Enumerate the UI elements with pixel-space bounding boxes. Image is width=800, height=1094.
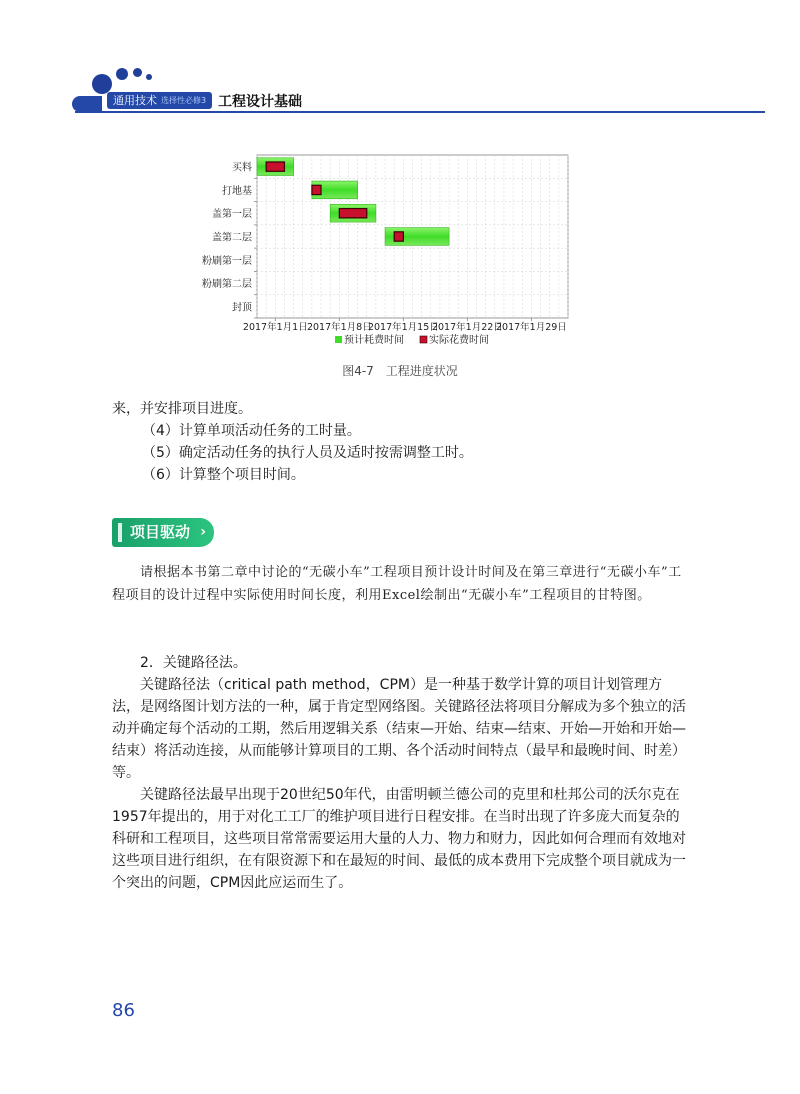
chevron-right-icon: › bbox=[200, 524, 206, 540]
list-item: （5）确定活动任务的执行人员及适时按需调整工时。 bbox=[142, 445, 473, 461]
list-intro: 来，并安排项目进度。 bbox=[112, 401, 252, 417]
actual-time-bar bbox=[394, 232, 403, 241]
legend-label-planned: 预计耗费时间 bbox=[344, 335, 404, 346]
actual-time-bar bbox=[339, 209, 366, 218]
chapter-title: 工程设计基础 bbox=[218, 94, 302, 110]
project-drive-paragraph: 请根据本书第二章中讨论的“无碳小车”工程项目预计设计时间及在第三章进行“无碳小车”工程项目的设计过程中实际使用时间长度，利用Excel绘制出“无碳小车”工程项目的甘特图。 bbox=[112, 565, 682, 603]
gantt-chart bbox=[0, 0, 800, 360]
cpm-section bbox=[112, 652, 686, 894]
list-item: （4）计算单项活动任务的工时量。 bbox=[142, 423, 361, 439]
x-tick-label: 2017年1月22日 bbox=[431, 322, 503, 333]
body-paragraph: 关键路径法最早出现于20世纪50年代，由雷明顿兰德公司的克里和杜邦公司的沃尔克在1957年提出的，用于对化工工厂的维护项目进行日程安排。在当时出现了许多庞大而复杂的科研和工程项目，这些项目常常需要运用大量的人力、物力和财力，因此如何合理而有效地对这些项目进行组织，在有限资源下和在最短的时间、最低的成本费用下完成整个项目就成为一个突出的问题，CPM因此应运而生了。 bbox=[112, 787, 686, 891]
task-label: 打地基 bbox=[222, 185, 252, 197]
page-number: 86 bbox=[112, 1000, 135, 1021]
body-paragraph: 关键路径法（critical path method，CPM）是一种基于数学计算的项目计划管理方法，是网络图计划方法的一种，属于肯定型网络图。关键路径法将项目分解成为多个独立的活动并确定每个活动的工期，然后用逻辑关系（结束—开始、结束—结束、开始—开始和开始—结束）将活动连接，从而能够计算项目的工期、各个活动时间特点（最早和最晚时间、时差）等。 bbox=[112, 677, 686, 781]
task-label: 盖第一层 bbox=[212, 209, 252, 221]
book-label: 通用技术 bbox=[113, 94, 157, 107]
figure-caption: 图4-7 工程进度状况 bbox=[342, 364, 458, 378]
task-label: 粉刷第一层 bbox=[202, 255, 252, 267]
task-label: 封顶 bbox=[232, 302, 252, 314]
list-item: （6）计算整个项目时间。 bbox=[142, 467, 305, 483]
x-tick-label: 2017年1月1日 bbox=[242, 322, 308, 333]
project-drive-banner bbox=[112, 518, 214, 547]
x-tick-label: 2017年1月29日 bbox=[496, 322, 567, 333]
book-sub-label: 选择性必修3 bbox=[161, 96, 207, 105]
task-label: 买料 bbox=[232, 162, 252, 174]
section-heading: 2．关键路径法。 bbox=[140, 655, 247, 671]
task-label: 粉刷第二层 bbox=[202, 279, 252, 291]
project-drive-text bbox=[112, 561, 686, 607]
banner-bar bbox=[118, 523, 122, 542]
actual-time-bar bbox=[312, 185, 321, 194]
actual-time-bar bbox=[266, 162, 284, 171]
x-tick-label: 2017年1月8日 bbox=[306, 322, 372, 333]
legend-swatch-planned bbox=[335, 336, 342, 343]
banner-label: 项目驱动 bbox=[130, 523, 191, 541]
x-tick-label: 2017年1月15日 bbox=[367, 322, 439, 333]
legend-swatch-actual bbox=[420, 336, 427, 343]
task-label: 盖第二层 bbox=[212, 232, 252, 244]
process-list bbox=[112, 398, 686, 486]
legend-label-actual: 实际花费时间 bbox=[429, 335, 489, 346]
